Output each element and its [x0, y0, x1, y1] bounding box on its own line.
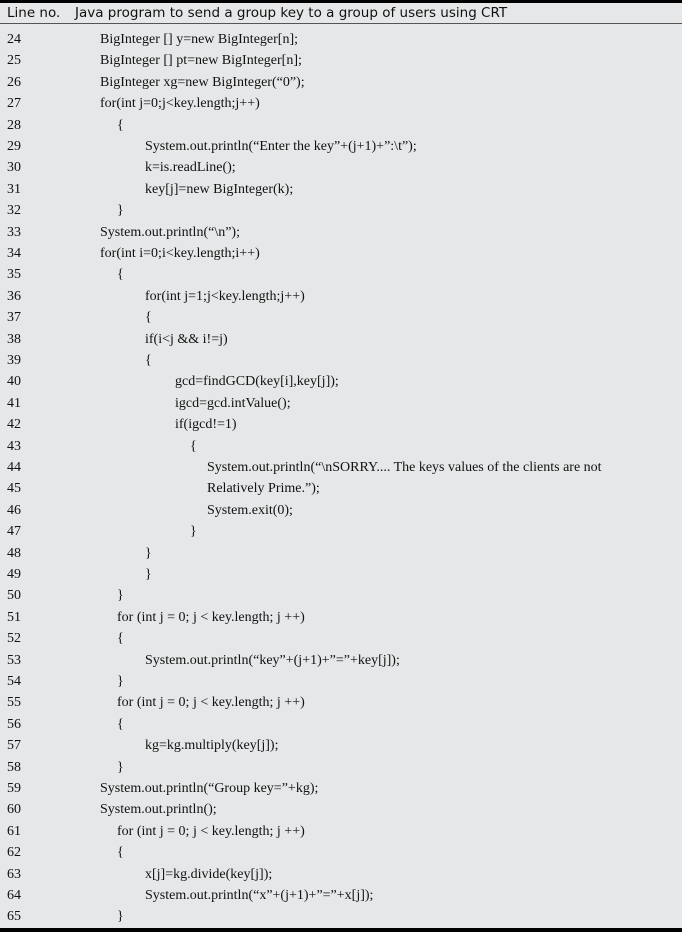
- table-row: [0, 629, 682, 650]
- line-number: 34: [7, 246, 21, 261]
- table-row: [0, 672, 682, 693]
- code-line: }: [145, 567, 152, 582]
- code-line: kg=kg.multiply(key[j]);: [145, 738, 279, 754]
- table-row: [0, 544, 682, 565]
- code-line: igcd=gcd.intValue();: [175, 395, 291, 411]
- line-number: 61: [7, 823, 21, 839]
- line-number: 40: [7, 374, 21, 390]
- line-number: 31: [7, 181, 21, 197]
- line-number: 43: [7, 438, 21, 454]
- code-line: {: [145, 353, 152, 368]
- code-line: System.out.println(“\n”);: [100, 224, 240, 240]
- table-row: [0, 501, 682, 522]
- code-line: }: [117, 909, 124, 925]
- table-row: [0, 51, 682, 72]
- line-number: 35: [7, 267, 21, 283]
- code-line: System.out.println(“x”+(j+1)+”=”+x[j]);: [145, 888, 374, 903]
- table-row: [0, 73, 682, 94]
- line-number: 65: [7, 909, 21, 925]
- line-number: 51: [7, 609, 21, 625]
- table-row: [0, 886, 682, 907]
- code-line: for(int j=0;j<key.length;j++): [100, 96, 260, 112]
- table-row: [0, 351, 682, 372]
- table-row: [0, 458, 682, 479]
- line-number: 63: [7, 866, 21, 882]
- line-number: 25: [7, 53, 21, 69]
- line-number: 52: [7, 631, 21, 647]
- line-number: 49: [7, 567, 21, 582]
- line-number: 42: [7, 417, 21, 433]
- code-line: BigInteger [] y=new BigInteger[n];: [100, 32, 298, 47]
- line-number: 45: [7, 481, 21, 497]
- line-number: 37: [7, 310, 21, 326]
- code-line: BigInteger xg=new BigInteger(“0”);: [100, 74, 305, 90]
- table-row: [0, 180, 682, 201]
- table-row: [0, 822, 682, 843]
- table-row: [0, 715, 682, 736]
- table-row: [0, 372, 682, 393]
- table-row: [0, 608, 682, 629]
- table-row: [0, 308, 682, 329]
- line-number: 41: [7, 395, 21, 411]
- code-line: key[j]=new BigInteger(k);: [145, 181, 294, 197]
- line-number: 50: [7, 588, 21, 604]
- table-row: [0, 736, 682, 757]
- code-line: BigInteger [] pt=new BigInteger[n];: [100, 53, 302, 69]
- table-row: [0, 244, 682, 265]
- line-number: 32: [7, 203, 21, 219]
- line-number: 57: [7, 738, 21, 754]
- line-number: 54: [7, 674, 21, 689]
- line-number: 27: [7, 96, 21, 112]
- code-line: k=is.readLine();: [145, 160, 236, 176]
- line-number: 56: [7, 716, 21, 732]
- line-number: 38: [7, 331, 21, 347]
- code-line: System.out.println(“\nSORRY.... The keys values of the clients are not: [207, 460, 602, 475]
- table-row: [0, 116, 682, 137]
- table-row: [0, 437, 682, 458]
- code-line: }: [117, 203, 124, 219]
- code-line: for (int j = 0; j < key.length; j ++): [117, 609, 305, 625]
- line-number: 60: [7, 802, 21, 818]
- table-row: [0, 800, 682, 821]
- code-line: Relatively Prime.”);: [207, 481, 320, 497]
- table-row: [0, 522, 682, 543]
- table-row: [0, 693, 682, 714]
- table-row: [0, 265, 682, 286]
- table-row: [0, 394, 682, 415]
- table-row: [0, 651, 682, 672]
- table-row: [0, 30, 682, 51]
- table-row: [0, 758, 682, 779]
- code-line: x[j]=kg.divide(key[j]);: [145, 866, 273, 882]
- line-number: 48: [7, 545, 21, 561]
- code-line: {: [117, 716, 124, 732]
- line-number: 46: [7, 502, 21, 518]
- code-line: }: [117, 674, 124, 689]
- table-row: [0, 223, 682, 244]
- line-number: 26: [7, 74, 21, 90]
- line-number: 28: [7, 117, 21, 133]
- table-row: [0, 158, 682, 179]
- line-number: 33: [7, 224, 21, 240]
- code-line: }: [117, 588, 124, 604]
- code-line: }: [190, 524, 197, 540]
- code-line: }: [117, 759, 124, 775]
- line-number: 53: [7, 652, 21, 668]
- line-number: 64: [7, 888, 21, 903]
- code-line: System.out.println(“Enter the key”+(j+1)+”:\t”);: [145, 139, 417, 154]
- line-number: 58: [7, 759, 21, 775]
- table-row: [0, 843, 682, 864]
- table-row: [0, 94, 682, 115]
- line-number: 39: [7, 353, 21, 368]
- code-line: System.exit(0);: [207, 502, 293, 518]
- code-line: {: [117, 631, 124, 647]
- table-row: [0, 330, 682, 351]
- table-header: [0, 3, 682, 24]
- code-line: for(int j=1;j<key.length;j++): [145, 288, 305, 304]
- code-line: System.out.println(“Group key=”+kg);: [100, 781, 319, 796]
- line-number: 24: [7, 32, 21, 47]
- code-line: System.out.println(“key”+(j+1)+”=”+key[j]);: [145, 652, 400, 668]
- code-line: for (int j = 0; j < key.length; j ++): [117, 695, 305, 711]
- code-line: {: [117, 845, 124, 861]
- code-line: {: [117, 267, 124, 283]
- line-number: 62: [7, 845, 21, 861]
- code-line: if(i<j && i!=j): [145, 331, 228, 347]
- code-table: [0, 3, 682, 928]
- code-line: for(int i=0;i<key.length;i++): [100, 246, 260, 261]
- line-number: 44: [7, 460, 21, 475]
- line-number: 59: [7, 781, 21, 796]
- code-line: if(igcd!=1): [175, 417, 237, 433]
- code-line: for (int j = 0; j < key.length; j ++): [117, 823, 305, 839]
- table-row: [0, 479, 682, 500]
- code-line: {: [190, 438, 197, 454]
- table-row: [0, 137, 682, 158]
- code-line: gcd=findGCD(key[i],key[j]);: [175, 374, 339, 390]
- table-row: [0, 907, 682, 928]
- code-line: {: [117, 117, 124, 133]
- table-row: [0, 565, 682, 586]
- code-line: }: [145, 545, 152, 561]
- table-row: [0, 201, 682, 222]
- table-title: Java program to send a group key to a group of users using CRT: [75, 5, 508, 21]
- line-number: 29: [7, 139, 21, 154]
- table-row: [0, 586, 682, 607]
- line-no-header: Line no.: [7, 5, 61, 21]
- code-line: {: [145, 310, 152, 326]
- line-number: 47: [7, 524, 21, 540]
- table-row: [0, 865, 682, 886]
- line-number: 36: [7, 288, 21, 304]
- table-row: [0, 415, 682, 436]
- table-row: [0, 779, 682, 800]
- line-number: 30: [7, 160, 21, 176]
- table-row: [0, 287, 682, 308]
- line-number: 55: [7, 695, 21, 711]
- code-line: System.out.println();: [100, 802, 217, 818]
